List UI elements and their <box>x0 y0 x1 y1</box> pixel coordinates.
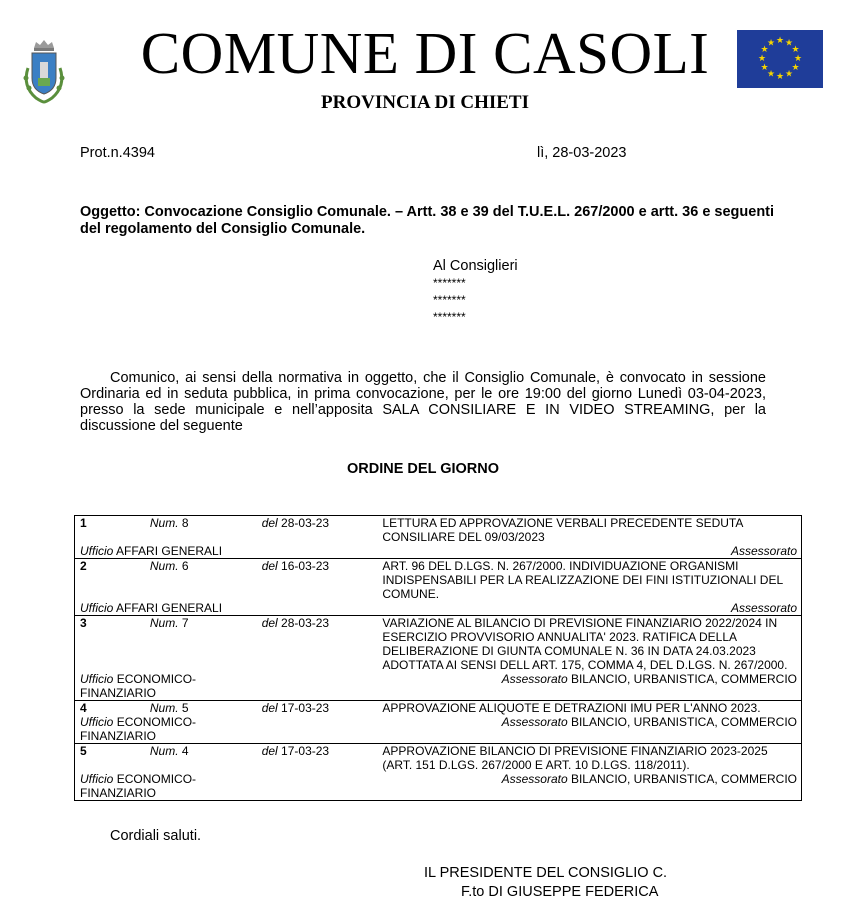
item-date: del 16-03-23 <box>262 559 380 602</box>
item-num: Num. 4 <box>150 744 262 773</box>
item-assessorato: Assessorato <box>262 601 802 616</box>
svg-text:★: ★ <box>766 38 776 49</box>
svg-text:★: ★ <box>784 69 794 80</box>
item-number: 2 <box>75 559 150 602</box>
item-text: ART. 96 DEL D.LGS. N. 267/2000. INDIVIDUAZIONE ORGANISMI INDISPENSABILI PER LA REALIZZAZIONE DEI FINI ISTITUZIONALI DEL COMUNE. <box>379 559 801 602</box>
document-date: lì, 28-03-2023 <box>537 145 627 161</box>
agenda-title: ORDINE DEL GIORNO <box>347 461 499 477</box>
item-num: Num. 6 <box>150 559 262 602</box>
item-number: 3 <box>75 616 150 673</box>
item-number: 1 <box>75 516 150 545</box>
table-row-footer <box>75 544 802 559</box>
svg-text:★: ★ <box>760 63 769 73</box>
svg-text:★: ★ <box>791 63 800 73</box>
item-number: 5 <box>75 744 150 773</box>
item-date: del 17-03-23 <box>262 744 380 773</box>
item-text: LETTURA ED APPROVAZIONE VERBALI PRECEDENTE SEDUTA CONSILIARE DEL 09/03/2023 <box>379 516 801 545</box>
closing-greeting: Cordiali saluti. <box>110 828 202 844</box>
signature-name: F.to DI GIUSEPPE FEDERICA <box>461 884 659 900</box>
item-date: del 17-03-23 <box>262 701 380 716</box>
table-row <box>75 701 802 716</box>
item-ufficio: Ufficio AFFARI GENERALI <box>75 601 262 616</box>
page-subtitle: PROVINCIA DI CHIETI <box>321 92 529 113</box>
recipient-line: ******* <box>433 293 466 307</box>
table-row-footer <box>75 772 802 801</box>
svg-text:★: ★ <box>766 69 776 80</box>
item-assessorato: Assessorato BILANCIO, URBANISTICA, COMMERCIO <box>262 672 802 701</box>
svg-text:★: ★ <box>784 38 794 49</box>
item-assessorato: Assessorato BILANCIO, URBANISTICA, COMMERCIO <box>262 715 802 744</box>
subject-line: Oggetto: Convocazione Consiglio Comunale. – Artt. 38 e 39 del T.U.E.L. 267/2000 e artt. 36 e seguenti del regolamento del Consiglio Comunale. <box>80 204 775 237</box>
table-row <box>75 744 802 773</box>
item-ufficio: Ufficio ECONOMICO-FINANZIARIO <box>75 715 262 744</box>
agenda-table <box>74 515 802 801</box>
page-title: COMUNE DI CASOLI <box>140 20 710 86</box>
item-date: del 28-03-23 <box>262 616 380 673</box>
eu-flag-icon <box>737 30 823 88</box>
table-row-footer <box>75 601 802 616</box>
table-row <box>75 559 802 602</box>
svg-text:★: ★ <box>791 45 800 55</box>
recipient-line: ******* <box>433 310 466 324</box>
item-text: APPROVAZIONE ALIQUOTE E DETRAZIONI IMU PER L'ANNO 2023. <box>379 701 801 716</box>
item-ufficio: Ufficio AFFARI GENERALI <box>75 544 262 559</box>
svg-text:★: ★ <box>775 36 785 46</box>
table-row-footer <box>75 715 802 744</box>
item-ufficio: Ufficio ECONOMICO-FINANZIARIO <box>75 772 262 801</box>
item-assessorato: Assessorato <box>262 544 802 559</box>
svg-text:★: ★ <box>760 45 769 55</box>
body-paragraph: Comunico, ai sensi della normativa in oggetto, che il Consiglio Comunale, è convocato in sessione Ordinaria ed in seduta pubblica, in prima convocazione, per le ore 19:00 del giorno Lunedì 03-04-2023, presso la sede municipale e nell’apposita SALA CONSILIARE E IN VIDEO STREAMING, per la discussione del seguente <box>80 370 766 434</box>
item-text: VARIAZIONE AL BILANCIO DI PREVISIONE FINANZIARIO 2022/2024 IN ESERCIZIO PROVVISORIO ANNUALITA' 2023. RATIFICA DELLA DELIBERAZIONE DI GIUNTA COMUNALE N. 36 IN DATA 24.03.2023 ADOTTATA AI SENSI DELL ART. 175, COMMA 4, DEL D.LGS. N. 267/2000. <box>379 616 801 673</box>
recipient-line: ******* <box>433 276 466 290</box>
table-row-footer <box>75 672 802 701</box>
signature-role: IL PRESIDENTE DEL CONSIGLIO C. <box>424 865 668 881</box>
item-date: del 28-03-23 <box>262 516 380 545</box>
item-assessorato: Assessorato BILANCIO, URBANISTICA, COMMERCIO <box>262 772 802 801</box>
item-number: 4 <box>75 701 150 716</box>
item-text: APPROVAZIONE BILANCIO DI PREVISIONE FINANZIARIO 2023-2025 (ART. 151 D.LGS. 267/2000 E ART. 10 D.LGS. 118/2011). <box>379 744 801 773</box>
item-ufficio: Ufficio ECONOMICO-FINANZIARIO <box>75 672 262 701</box>
svg-text:★: ★ <box>757 54 767 64</box>
svg-text:★: ★ <box>775 72 785 82</box>
recipients-label: Al Consiglieri <box>433 258 518 274</box>
item-num: Num. 8 <box>150 516 262 545</box>
protocol-number: Prot.n.4394 <box>80 145 155 161</box>
item-num: Num. 7 <box>150 616 262 673</box>
table-row <box>75 616 802 673</box>
item-num: Num. 5 <box>150 701 262 716</box>
table-row <box>75 516 802 545</box>
svg-text:★: ★ <box>793 54 803 64</box>
recipients <box>433 258 518 326</box>
